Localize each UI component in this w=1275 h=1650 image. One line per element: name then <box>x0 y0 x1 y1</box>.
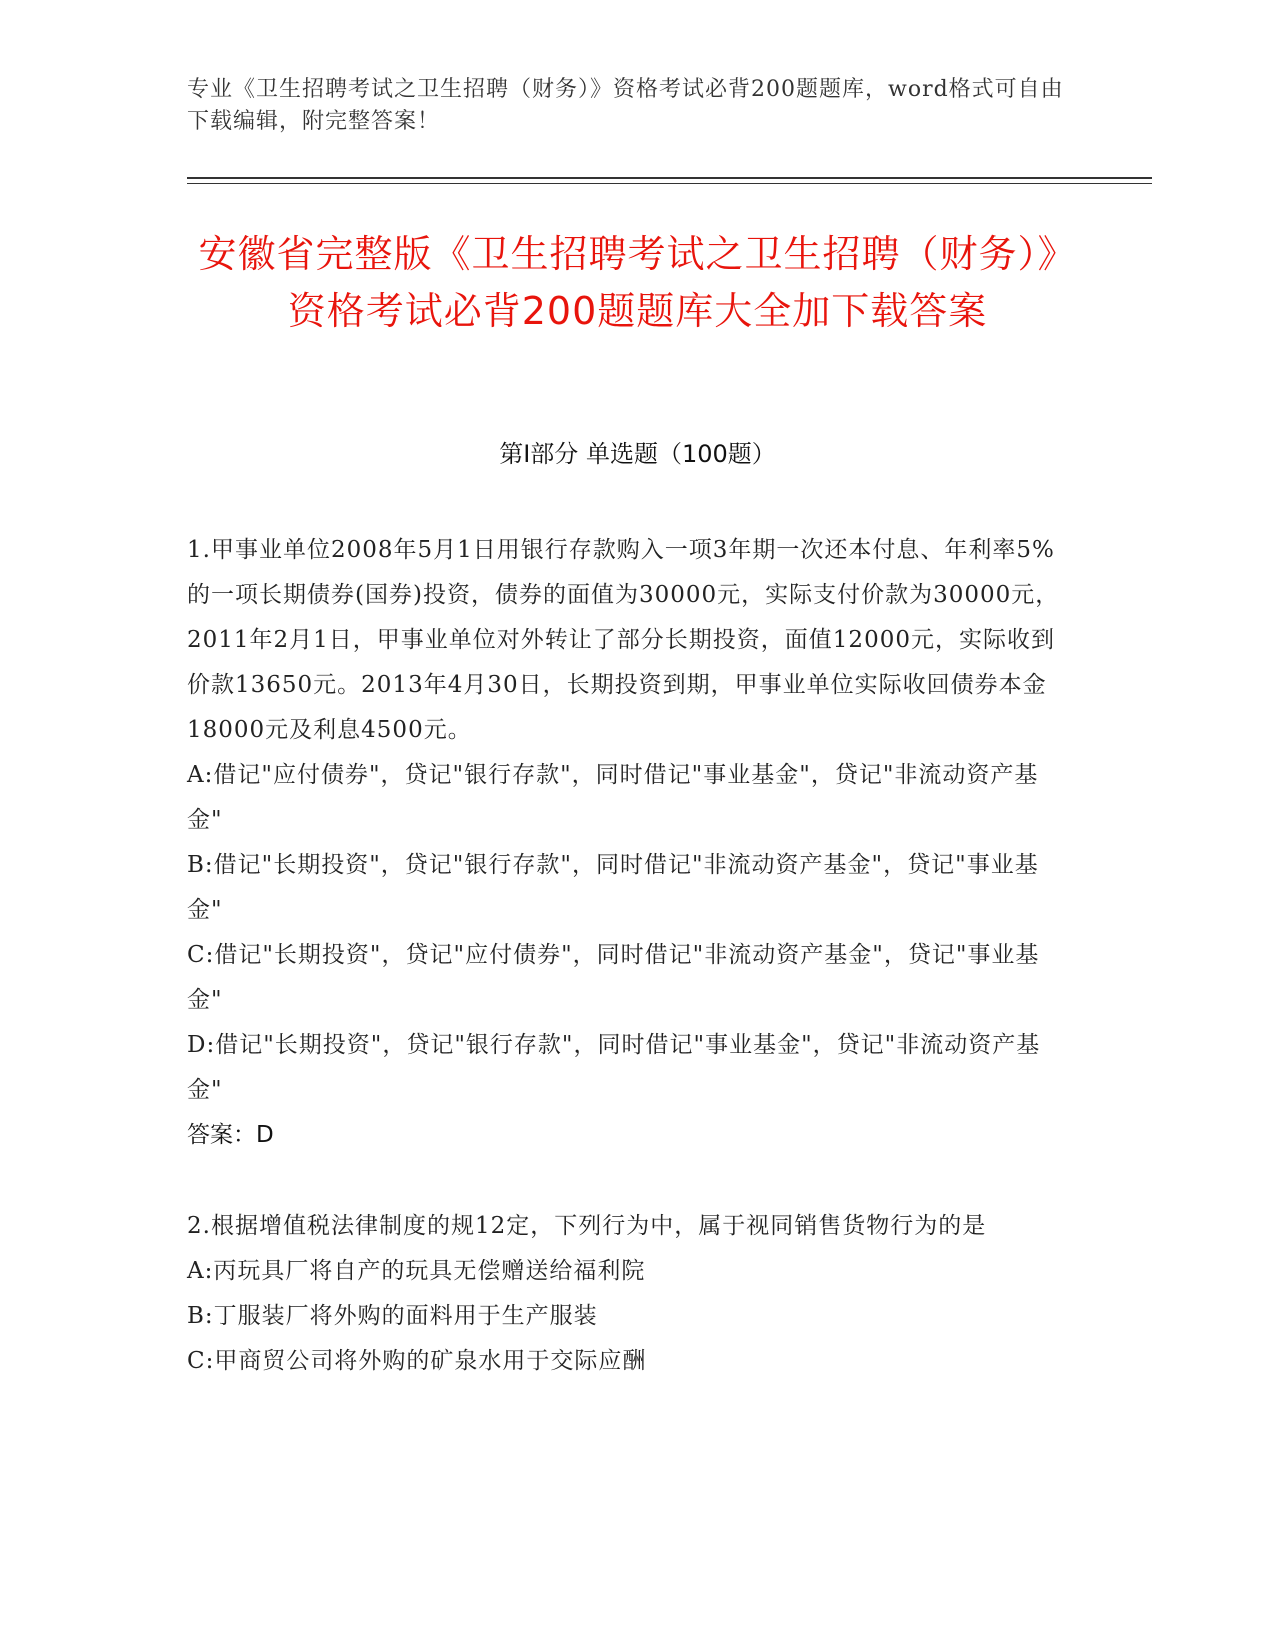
answer-label: 答案：D <box>187 1122 274 1148</box>
option-a: A:借记"应付债券"，贷记"银行存款"，同时借记"事业基金"，贷记"非流动资产基金" <box>187 762 1039 833</box>
option-d: D:借记"长期投资"，贷记"银行存款"，同时借记"事业基金"，贷记"非流动资产基金" <box>187 1032 1041 1103</box>
question-1 <box>187 528 1067 1158</box>
option-b: B:借记"长期投资"，贷记"银行存款"，同时借记"非流动资产基金"，贷记"事业基金" <box>187 852 1039 923</box>
header-divider-thin <box>187 183 1152 184</box>
header-divider-thick <box>187 177 1152 179</box>
question-stem: 1.甲事业单位2008年5月1日用银行存款购入一项3年期一次还本付息、年利率5%的一项长期债券(国券)投资，债券的面值为30000元，实际支付价款为30000元，2011年2月1日，甲事业单位对外转让了部分长期投资，面值12000元，实际收到价款13650元。2013年4月30日，长期投资到期，甲事业单位实际收回债券本金18000元及利息4500元。 <box>187 537 1060 743</box>
option-b: B:丁服装厂将外购的面料用于生产服装 <box>187 1303 598 1329</box>
question-stem: 2.根据增值税法律制度的规12定，下列行为中，属于视同销售货物行为的是 <box>187 1213 987 1239</box>
option-a: A:丙玩具厂将自产的玩具无偿赠送给福利院 <box>187 1258 646 1284</box>
header-note: 专业《卫生招聘考试之卫生招聘（财务）》资格考试必背200题题库，word格式可自由下载编辑，附完整答案！ <box>187 77 1064 134</box>
option-c: C:借记"长期投资"，贷记"应付债券"，同时借记"非流动资产基金"，贷记"事业基金" <box>187 942 1040 1013</box>
question-list <box>187 528 1067 1384</box>
section-title: 第I部分 单选题（100题） <box>499 440 776 468</box>
question-2 <box>187 1204 1067 1384</box>
question-spacer <box>187 1158 1067 1204</box>
option-c: C:甲商贸公司将外购的矿泉水用于交际应酬 <box>187 1348 647 1374</box>
document-title: 安徽省完整版《卫生招聘考试之卫生招聘（财务）》资格考试必背200题题库大全加下载答案 <box>198 232 1077 333</box>
